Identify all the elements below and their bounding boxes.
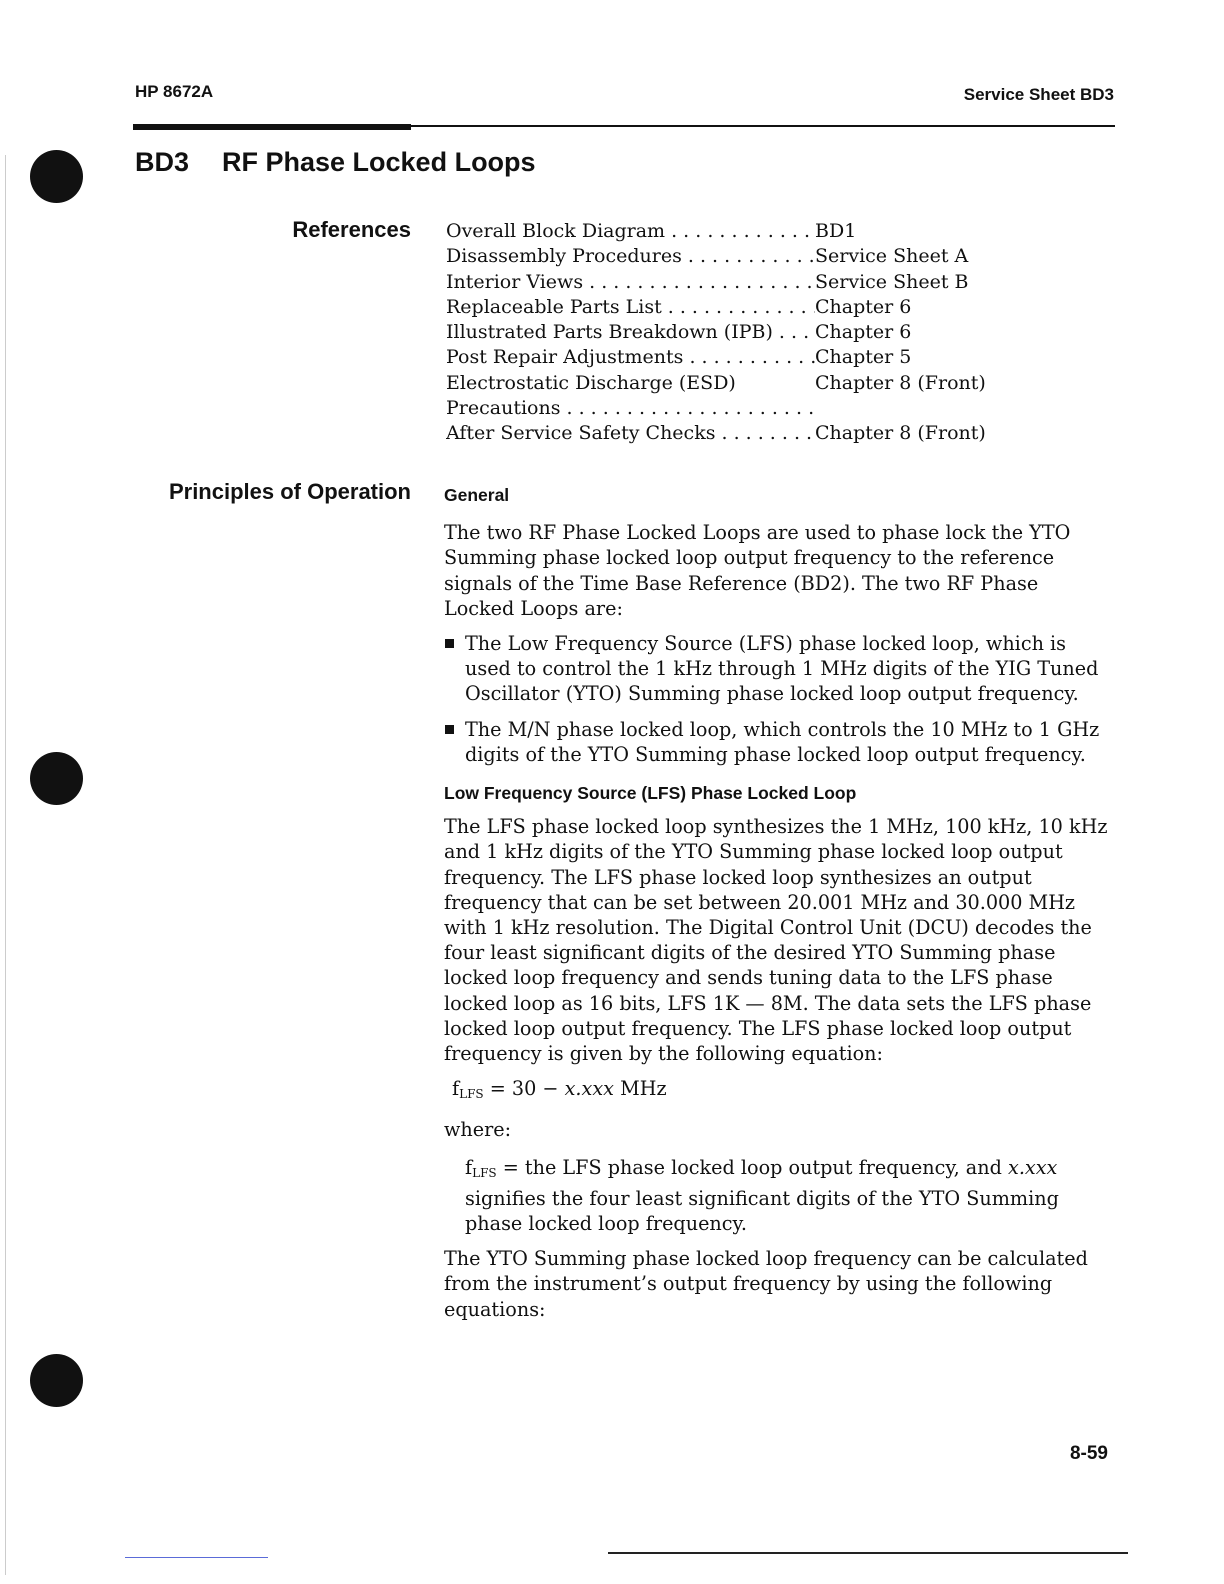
bullet-square-icon [445,639,454,648]
left-scan-edge [5,155,6,1575]
table-row: Disassembly Procedures . . . Service Sheet A [446,244,986,269]
lfs-paragraph: The LFS phase locked loop synthesizes the 1 MHz, 100 kHz, 10 kHz and 1 kHz digits of the YTO Summing phase locked loop output frequency. The LFS phase locked loop synthesizes an output frequency that can be set between 20.001 MHz and 30.000 MHz with 1 kHz resolution. The Digital Control Unit (DCU) decodes the four least significant digits of the desired YTO Summing phase locked loop frequency and sends tuning data to the LFS phase locked loop as 16 bits, LFS 1K — 8M. The data sets the LFS phase locked loop output frequency. The LFS phase locked loop output frequency is given by the following equation: [444,815,1108,1066]
punch-hole-top [30,150,83,203]
footer-mark [125,1557,268,1558]
principles-heading: Principles of Operation [168,479,411,504]
lfs-equation: $f_{LFS} = 30 - x.xxx$ MHz [452,1077,667,1102]
general-paragraph: The two RF Phase Locked Loops are used to phase lock the YTO Summing phase locked loop output frequency to the reference signals of the Time Base Reference (BD2). The two RF Phase Locked Loops are: [444,521,1071,620]
table-row: Replaceable Parts List . . . Chapter 6 [446,295,986,320]
principles-body [444,483,1114,1322]
footer-rule [608,1552,1128,1554]
general-heading: General [444,485,510,505]
where-label: where: [444,1118,512,1142]
bullet-square-icon [445,725,454,734]
punch-hole-middle [30,752,83,805]
table-row: Overall Block Diagram . . . BD1 [446,219,986,244]
header-sheet: Service Sheet BD3 [963,85,1114,104]
references-heading: References [292,217,411,242]
lfs-heading: Low Frequency Source (LFS) Phase Locked Loop [444,783,857,804]
closing-paragraph: The YTO Summing phase locked loop frequency can be calculated from the instrument’s output frequency by using the following equations: [444,1247,1088,1321]
table-row: Post Repair Adjustments . . . Chapter 5 [446,345,986,370]
header-model: HP 8672A [135,82,214,101]
punch-hole-bottom [30,1354,83,1407]
table-row: After Service Safety Checks . . . Chapter 8 (Front) [446,421,986,446]
title-number: BD3 [135,147,190,177]
header-rule-thick [133,124,411,130]
title-text: RF Phase Locked Loops [222,147,536,177]
list-item: The Low Frequency Source (LFS) phase locked loop, which is used to control the 1 kHz through 1 MHz digits of the YIG Tuned Oscillator (YTO) Summing phase locked loop output frequency. [444,631,1114,707]
page-number: 8-59 [1069,1443,1108,1464]
references-table [446,219,986,447]
page-title [135,147,536,178]
list-item: The M/N phase locked loop, which controls the 10 MHz to 1 GHz digits of the YTO Summing phase locked loop output frequency. [444,717,1114,767]
table-row: Electrostatic Discharge (ESD) Chapter 8 (Front) [446,371,986,394]
table-row: Interior Views . . . Service Sheet B [446,270,986,295]
table-row: Precautions . . . [446,396,986,421]
equation-definition: $f_{LFS}$ = the LFS phase locked loop output frequency, and x.xxx signifies the four least significant digits of the YTO Summing phase locked loop frequency. [465,1155,1059,1236]
table-row: Illustrated Parts Breakdown (IPB) . . . Chapter 6 [446,320,986,345]
